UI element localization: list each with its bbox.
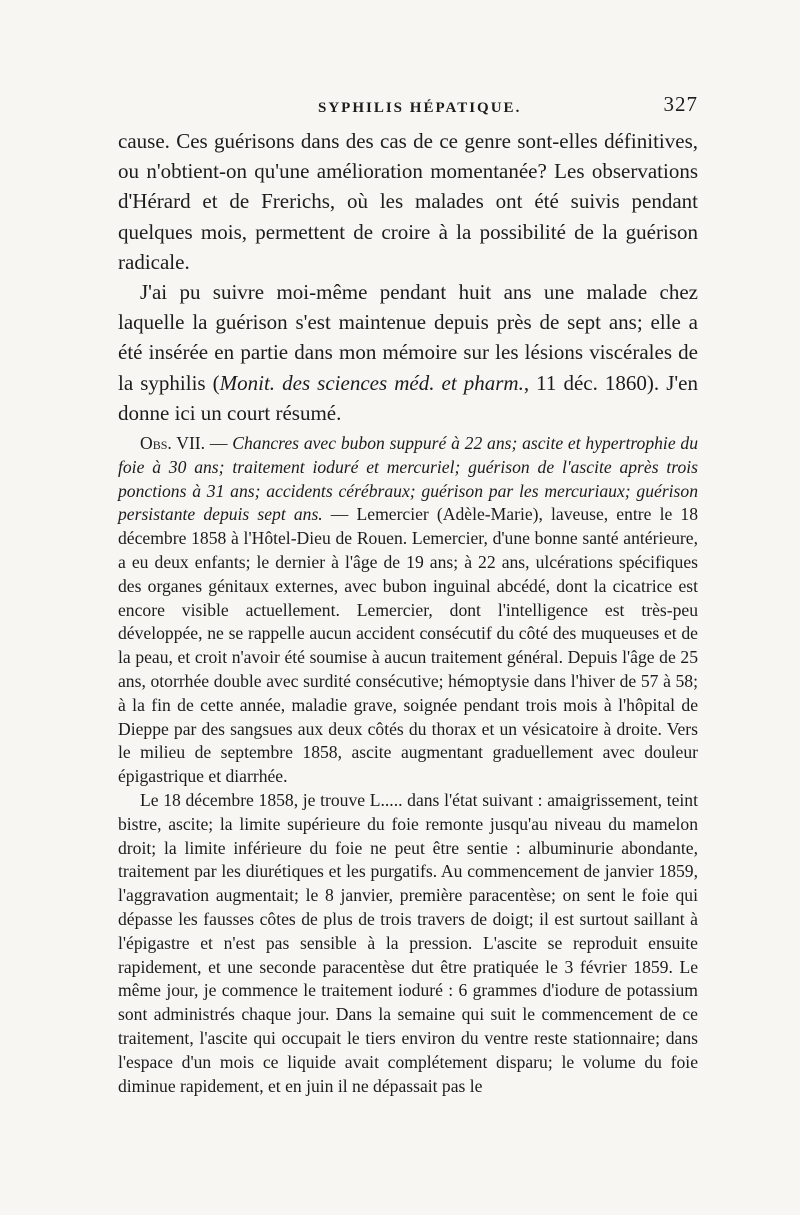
intro-text [118,126,698,428]
observation-summary: Chancres avec bubon suppuré à 22 ans; ascite et hypertrophie du foie à 30 ans; traitement ioduré et mercuriel; guérison de l'ascite après trois ponctions à 31 ans; accidents cérébraux; guérison par les mercuriaux; guérison persistante depuis sept ans. [118,433,699,525]
observation-dash: — [205,433,233,453]
running-title: SYPHILIS HÉPATIQUE. [318,100,522,116]
observation-case-text: — Lemercier (Adèle-Marie), laveuse, entre le 18 décembre 1858 à l'Hôtel-Dieu de Rouen. Lemercier, d'une bonne santé antérieure, a eu deux enfants; le dernier à l'âge de 19 ans; à 22 ans, ulcérations spécifiques des organes génitaux externes, avec bubon inguinal abcédé, dont la cicatrice est encore visible actuellement. Lemercier, dont l'intelligence est très-peu développée, ne se rappelle aucun accident consécutif du côté des muqueuses et de la peau, et croit n'avoir été soumise à aucun traitement général. Depuis l'âge de 25 ans, otorrhée double avec surdité consécutive; hémoptysie dans l'hiver de 57 à 58; à la fin de cette année, maladie grave, soignée pendant trois mois à l'hôpital de Dieppe par des sangsues aux deux côtés du thorax et un vésicatoire à droite. Vers le milieu de septembre 1858, ascite augmentant graduellement avec douleur épigastrique et diarrhée. [118,504,698,787]
observation-block [118,432,698,1098]
paragraph-cause: cause. Ces guérisons dans des cas de ce genre sont-elles définitives, ou n'obtient-on qu'une amélioration momentanée? Les observations d'Hérard et de Frerichs, où les malades ont été suivis pendant quelques mois, permettent de croire à la possibilité de la guérison radicale. [118,129,698,274]
citation-journal: Monit. des sciences méd. et pharm. [219,370,524,395]
paragraph-observation-intro [118,277,698,428]
intro-text-a: J'ai pu suivre moi-même pendant huit ans une malade chez laquelle la guérison s'est maintenue depuis près de sept ans; elle a été insérée en partie dans mon mémoire sur les lésions viscérales de la syphilis ( [118,280,698,395]
intro-text-b: , 11 déc. 1860). J'en donne ici un court résumé. [118,370,698,425]
observation-paragraph-1 [118,432,698,789]
observation-label: Obs. VII. [140,433,206,453]
page-number: 327 [663,92,698,116]
observation-paragraph-2: Le 18 décembre 1858, je trouve L..... dans l'état suivant : amaigrissement, teint bistre, ascite; la limite supérieure du foie remonte jusqu'au niveau du mamelon droit; la limite inférieure du foie ne peut être sentie : albuminurie abondante, traitement par les diurétiques et les purgatifs. Au commencement de janvier 1859, l'aggravation augmentait; le 8 janvier, première paracentèse; on sent le foie qui dépasse les fausses côtes de plus de trois travers de doigt; il est surtout saillant à l'épigastre et n'est pas sensible à la pression. L'ascite se reproduit ensuite rapidement, et une seconde paracentèse dut être pratiquée le 3 février 1859. Le même jour, je commence le traitement ioduré : 6 grammes d'iodure de potassium sont administrés chaque jour. Dans la semaine qui suit le commencement de ce traitement, l'ascite qui occupait le tiers environ du ventre reste stationnaire; dans l'espace d'un mois ce liquide avait complétement disparu; le volume du foie diminue rapidement, et en juin il ne dépassait pas le [118,789,698,1096]
